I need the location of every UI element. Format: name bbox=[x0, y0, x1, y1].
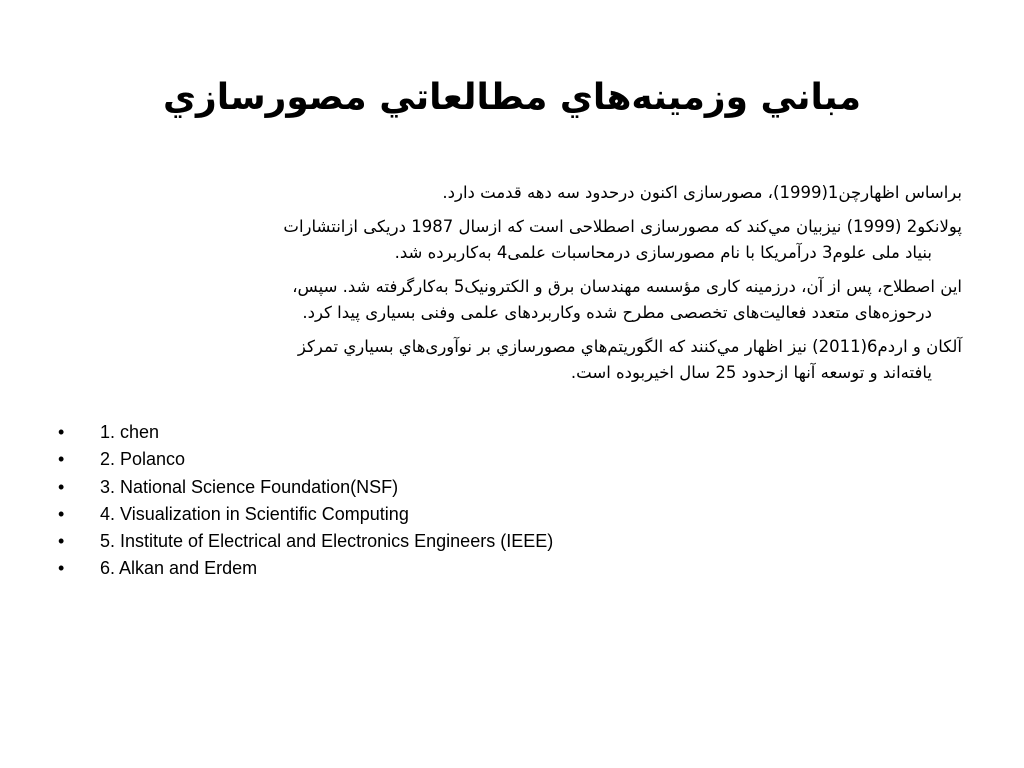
footnote-item bbox=[58, 419, 553, 446]
footnote-text: 5. Institute of Electrical and Electronics Engineers (IEEE) bbox=[100, 531, 554, 552]
bullet-icon: • bbox=[58, 449, 65, 470]
footnote-item bbox=[58, 474, 553, 501]
paragraph bbox=[52, 274, 962, 326]
slide-title: مباني وزمينه‌هاي مطالعاتي مصورسازي bbox=[163, 77, 861, 118]
bullet-icon: • bbox=[58, 503, 65, 524]
paragraph-line: این اصطلاح، پس از آن، درزمینه کاری مؤسسه مهندسان برق و الکترونیک5 به‌کارگرفته شد. سپس، bbox=[292, 277, 962, 296]
footnote-text: 6. Alkan and Erdem bbox=[100, 558, 258, 579]
bullet-icon: • bbox=[58, 558, 65, 579]
paragraph-line: درحوزه‌های متعدد فعالیت‌های تخصصی مطرح شده وکاربردهای علمی وفنی بسیاری پیدا کرد. bbox=[302, 303, 932, 322]
paragraph bbox=[52, 180, 962, 206]
footnote-item bbox=[58, 501, 553, 528]
footnote-text: 4. Visualization in Scientific Computing bbox=[100, 503, 409, 524]
footnote-text: 3. National Science Foundation(NSF) bbox=[100, 476, 399, 497]
paragraph bbox=[52, 214, 962, 266]
paragraph-line: پولانکو2 (1999) نیزبیان مي‌کند که مصورسازی اصطلاحی است که ازسال 1987 دریکی ازانتشارات bbox=[283, 217, 962, 236]
paragraph bbox=[52, 334, 962, 386]
bullet-icon: • bbox=[58, 422, 65, 442]
bullet-icon: • bbox=[58, 531, 65, 552]
paragraph-line: براساس اظهارچن1(1999)، مصورسازی اکنون درحدود سه دهه قدمت دارد. bbox=[442, 183, 962, 202]
footnote-text: 2. Polanco bbox=[100, 449, 186, 470]
footnote-item bbox=[58, 446, 553, 473]
paragraph-line: يافته‌اند و توسعه آنها ازحدود 25 سال اخیربوده است. bbox=[570, 363, 932, 382]
paragraph-line: آلکان و اردم6(2011) نیز اظهار مي‌کنند که الگوریتم‌هاي مصورسازي بر نوآوری‌هاي بسياري تمرکز bbox=[297, 337, 962, 356]
body-text bbox=[52, 180, 962, 394]
footnote-item bbox=[58, 528, 553, 555]
footnote-item bbox=[58, 555, 553, 582]
bullet-icon: • bbox=[58, 476, 65, 497]
paragraph-line: بنیاد ملی علوم3 درآمریکا با نام مصورسازی درمحاسبات علمی4 به‌کاربرده شد. bbox=[394, 243, 932, 262]
footnote-text: 1. chen bbox=[100, 422, 160, 442]
footnote-list bbox=[58, 419, 553, 583]
